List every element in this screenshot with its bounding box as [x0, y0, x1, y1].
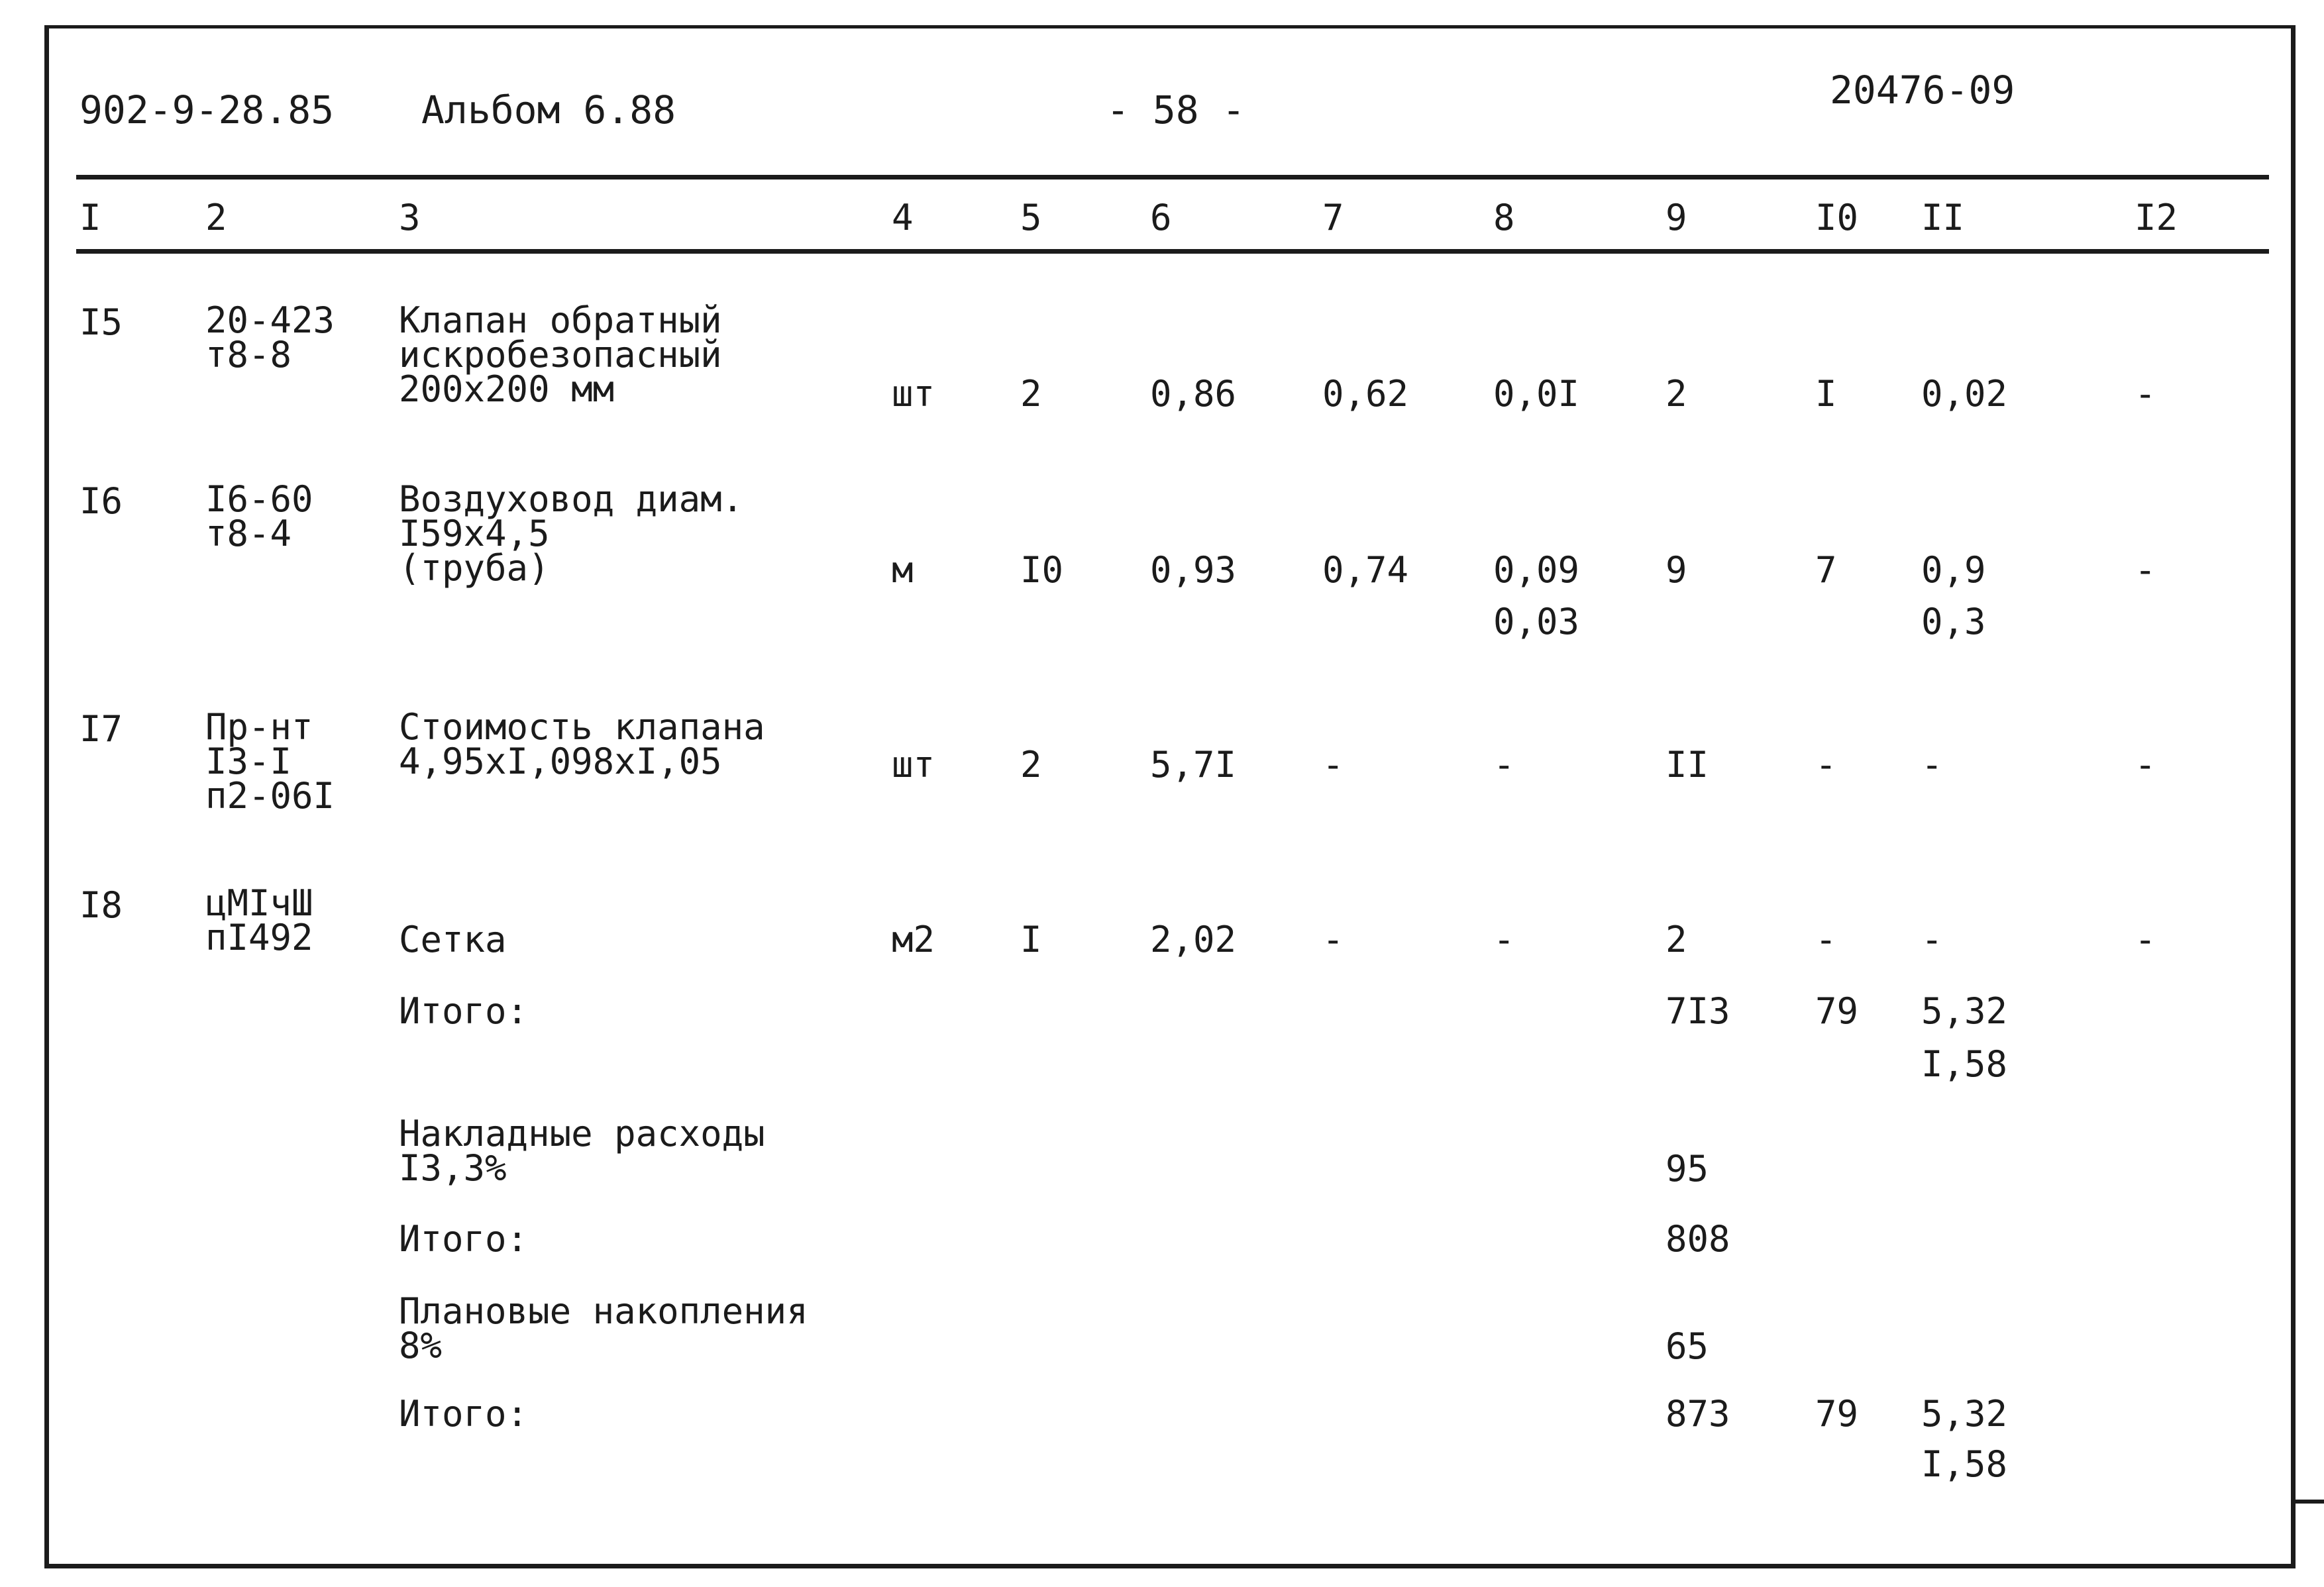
- total-col10: 79: [1815, 1393, 1859, 1435]
- col-num-5: 5: [1020, 197, 1042, 238]
- row-code: I6-60 т8-4: [205, 478, 313, 554]
- row-col12: -: [2135, 744, 2156, 786]
- row-col8: -: [1493, 744, 1515, 786]
- col-num-12: I2: [2135, 197, 2178, 238]
- page-number: - 58 -: [1106, 87, 1245, 132]
- doc-code: 902-9-28.85: [79, 87, 335, 132]
- row-qty: 2: [1020, 744, 1042, 786]
- planned-savings-label: Плановые накопления 8%: [399, 1290, 808, 1366]
- row-qty: 2: [1020, 373, 1042, 415]
- frame-bottom-border: [44, 1564, 2296, 1568]
- row-col11: -: [1921, 744, 1943, 786]
- col-num-11: II: [1921, 197, 1965, 238]
- col-num-8: 8: [1493, 197, 1515, 238]
- frame-right-border: [2291, 25, 2296, 1568]
- overhead-col9: 95: [1665, 1148, 1709, 1190]
- row-name: Стоимость клапана 4,95xI,098xI,05: [399, 706, 765, 782]
- row-col7: -: [1322, 919, 1344, 960]
- row-col10: I: [1815, 373, 1837, 415]
- total-label: Итого:: [399, 1393, 529, 1435]
- row-col9: II: [1665, 744, 1709, 786]
- album-title: Альбом 6.88: [421, 87, 676, 132]
- col-num-3: 3: [399, 197, 421, 238]
- row-code: цМIчШ пI492: [205, 882, 313, 958]
- col-num-4: 4: [892, 197, 914, 238]
- col-num-6: 6: [1150, 197, 1172, 238]
- row-col7: 0,74: [1322, 549, 1409, 591]
- total-col9: 873: [1665, 1393, 1730, 1435]
- row-col12: -: [2135, 919, 2156, 960]
- total-col10: 79: [1815, 990, 1859, 1032]
- row-number: I8: [79, 884, 123, 926]
- col-num-10: I0: [1815, 197, 1859, 238]
- row-col6: 0,93: [1150, 549, 1237, 591]
- row-name: Воздуховод диам. I59x4,5 (труба): [399, 478, 744, 589]
- row-unit: м2: [892, 919, 935, 960]
- row-col11-secondary: 0,3: [1921, 601, 1986, 642]
- row-code: Пр-нт I3-I п2-06I: [205, 706, 335, 817]
- row-col6: 5,7I: [1150, 744, 1237, 786]
- row-col8-secondary: 0,03: [1493, 601, 1580, 642]
- row-name: Клапан обратный искробезопасный 200x200 мм: [399, 299, 722, 410]
- col-num-9: 9: [1665, 197, 1687, 238]
- row-col11: 0,02: [1921, 373, 2008, 415]
- row-unit: шт: [892, 744, 935, 786]
- row-col8: 0,0I: [1493, 373, 1580, 415]
- inventory-number: 20476-09: [1830, 68, 2015, 113]
- row-col8: -: [1493, 919, 1515, 960]
- col-num-7: 7: [1322, 197, 1344, 238]
- header-rule: [76, 175, 2269, 179]
- row-name: Сетка: [399, 919, 507, 960]
- planned-savings-col9: 65: [1665, 1325, 1709, 1367]
- row-col6: 2,02: [1150, 919, 1237, 960]
- total-col11-secondary: I,58: [1921, 1443, 2008, 1485]
- row-col7: -: [1322, 744, 1344, 786]
- col-num-1: I: [79, 197, 101, 238]
- row-unit: м: [892, 549, 914, 591]
- row-number: I5: [79, 301, 123, 343]
- row-col12: -: [2135, 373, 2156, 415]
- column-header-rule: [76, 249, 2269, 254]
- row-qty: I0: [1020, 549, 1064, 591]
- frame-top-border: [44, 25, 2295, 28]
- row-number: I7: [79, 708, 123, 750]
- frame-left-border: [44, 25, 49, 1568]
- row-col10: -: [1815, 919, 1837, 960]
- row-col9: 2: [1665, 919, 1687, 960]
- row-col9: 9: [1665, 549, 1687, 591]
- row-col9: 2: [1665, 373, 1687, 415]
- row-number: I6: [79, 480, 123, 522]
- row-qty: I: [1020, 919, 1042, 960]
- total-col9: 808: [1665, 1218, 1730, 1260]
- frame-stub: [2296, 1500, 2324, 1504]
- total-label: Итого:: [399, 990, 529, 1032]
- total-col11: 5,32: [1921, 1393, 2008, 1435]
- row-col11: 0,9: [1921, 549, 1986, 591]
- total-label: Итого:: [399, 1218, 529, 1260]
- col-num-2: 2: [205, 197, 227, 238]
- row-col6: 0,86: [1150, 373, 1237, 415]
- row-col7: 0,62: [1322, 373, 1409, 415]
- total-col9: 7I3: [1665, 990, 1730, 1032]
- row-code: 20-423 т8-8: [205, 299, 335, 376]
- total-col11: 5,32: [1921, 990, 2008, 1032]
- row-col11: -: [1921, 919, 1943, 960]
- row-col10: 7: [1815, 549, 1837, 591]
- row-unit: шт: [892, 373, 935, 415]
- overhead-label: Накладные расходы I3,3%: [399, 1113, 765, 1189]
- row-col8: 0,09: [1493, 549, 1580, 591]
- row-col10: -: [1815, 744, 1837, 786]
- row-col12: -: [2135, 549, 2156, 591]
- total-col11-secondary: I,58: [1921, 1043, 2008, 1085]
